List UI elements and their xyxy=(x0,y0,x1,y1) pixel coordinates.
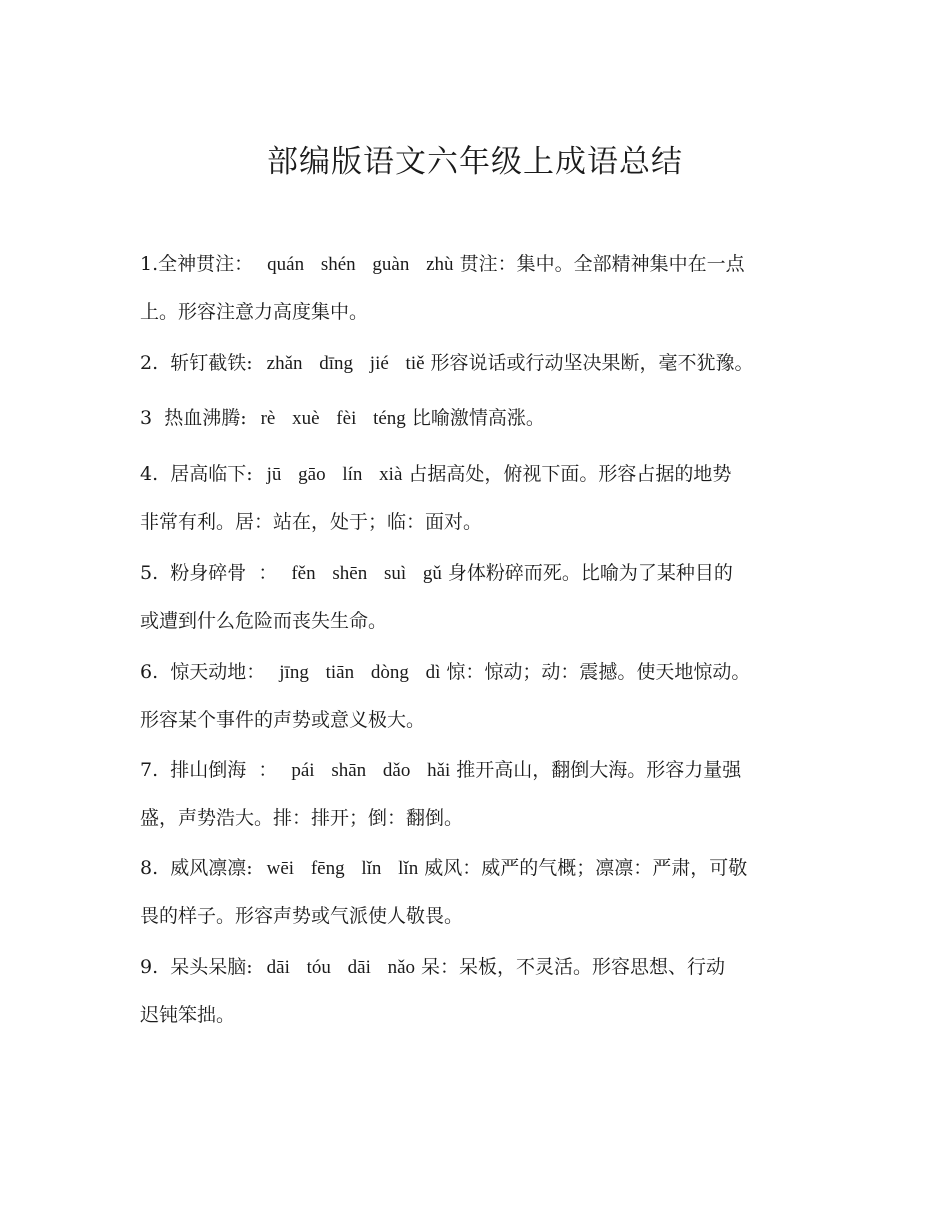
pinyin-text: quán shén guàn zhù xyxy=(267,254,454,275)
idiom-text: 居高临下 xyxy=(170,463,247,485)
idiom-entry xyxy=(140,339,830,387)
pinyin-text: rè xuè fèi téng xyxy=(260,408,406,429)
entry-number: 9. xyxy=(140,956,159,978)
entry-colon: ： xyxy=(258,562,278,584)
page-title: 部编版语文六年级上成语总结 xyxy=(267,144,683,180)
entry-line xyxy=(140,450,830,498)
entry-number: 6. xyxy=(140,661,159,683)
entry-number: 5. xyxy=(140,562,159,584)
entry-number: 2. xyxy=(140,352,159,374)
idiom-entry xyxy=(140,450,830,546)
entry-colon: ： xyxy=(246,661,266,683)
pinyin-text: jīng tiān dòng dì xyxy=(279,662,441,683)
entry-line xyxy=(140,648,830,696)
entry-continuation: 形容某个事件的声势或意义极大。 xyxy=(140,709,426,731)
entry-colon: : xyxy=(246,956,253,978)
pinyin-text: fěn shēn suì gǔ xyxy=(291,563,442,584)
entry-number: 8. xyxy=(140,857,159,879)
entry-line xyxy=(140,240,830,288)
entry-number: 1. xyxy=(140,253,159,275)
entry-continuation: 畏的样子。形容声势或气派使人敬畏。 xyxy=(140,905,464,927)
definition-text: 形容说话或行动坚决果断，毫不犹豫。 xyxy=(430,352,754,374)
entry-line xyxy=(140,394,830,442)
entry-line xyxy=(140,339,830,387)
pinyin-text: dāi tóu dāi nǎo xyxy=(266,957,416,978)
entry-colon: : xyxy=(246,857,253,879)
pinyin-text: zhǎn dīng jié tiě xyxy=(266,353,425,374)
entry-colon: ： xyxy=(234,253,254,275)
idiom-text: 粉身碎骨 xyxy=(170,562,247,584)
pinyin-text: wēi fēng lǐn lǐn xyxy=(266,858,419,879)
entry-continuation: 迟钝笨拙。 xyxy=(140,1004,236,1026)
idiom-text: 威风凛凛 xyxy=(170,857,247,879)
entry-continuation: 非常有利。居：站在，处于；临：面对。 xyxy=(140,511,483,533)
entry-continuation: 上。形容注意力高度集中。 xyxy=(140,301,369,323)
pinyin-text: pái shān dǎo hǎi xyxy=(291,760,451,781)
idiom-entry xyxy=(140,394,830,442)
entry-colon: : xyxy=(246,352,253,374)
entry-line xyxy=(140,549,830,597)
entry-continuation: 盛，声势浩大。排：排开；倒：翻倒。 xyxy=(140,807,464,829)
entry-number: 7. xyxy=(140,759,159,781)
idiom-text: 全神贯注 xyxy=(158,253,235,275)
entry-colon: : xyxy=(240,407,247,429)
idiom-text: 斩钉截铁 xyxy=(170,352,247,374)
definition-text: 比喻激情高涨。 xyxy=(411,407,545,429)
definition-text: 呆：呆板，不灵活。形容思想、行动 xyxy=(421,956,726,978)
definition-text: 贯注：集中。全部精神集中在一点 xyxy=(459,253,745,275)
entry-colon: ： xyxy=(258,759,278,781)
definition-text: 占据高处，俯视下面。形容占据的地势 xyxy=(408,463,732,485)
definition-text: 惊：惊动；动：震撼。使天地惊动。 xyxy=(446,661,751,683)
idiom-text: 热血沸腾 xyxy=(164,407,241,429)
pinyin-text: jū gāo lín xià xyxy=(266,464,403,485)
idiom-entry xyxy=(140,240,830,336)
idiom-text: 排山倒海 xyxy=(170,759,247,781)
entry-number: 3 xyxy=(140,407,153,429)
idiom-entry xyxy=(140,844,830,940)
idiom-text: 呆头呆脑 xyxy=(170,956,247,978)
definition-text: 身体粉碎而死。比喻为了某种目的 xyxy=(447,562,733,584)
entry-line xyxy=(140,746,830,794)
idiom-text: 惊天动地 xyxy=(170,661,247,683)
entry-colon: : xyxy=(246,463,253,485)
idiom-entry xyxy=(140,549,830,645)
entry-continuation: 或遭到什么危险而丧失生命。 xyxy=(140,610,388,632)
entry-line xyxy=(140,844,830,892)
definition-text: 威风：威严的气概；凛凛：严肃，可敬 xyxy=(424,857,748,879)
idiom-entry xyxy=(140,648,830,744)
idiom-entry xyxy=(140,746,830,842)
entry-line xyxy=(140,943,830,991)
entry-number: 4. xyxy=(140,463,159,485)
idiom-entry xyxy=(140,943,830,1039)
definition-text: 推开高山，翻倒大海。形容力量强 xyxy=(456,759,742,781)
